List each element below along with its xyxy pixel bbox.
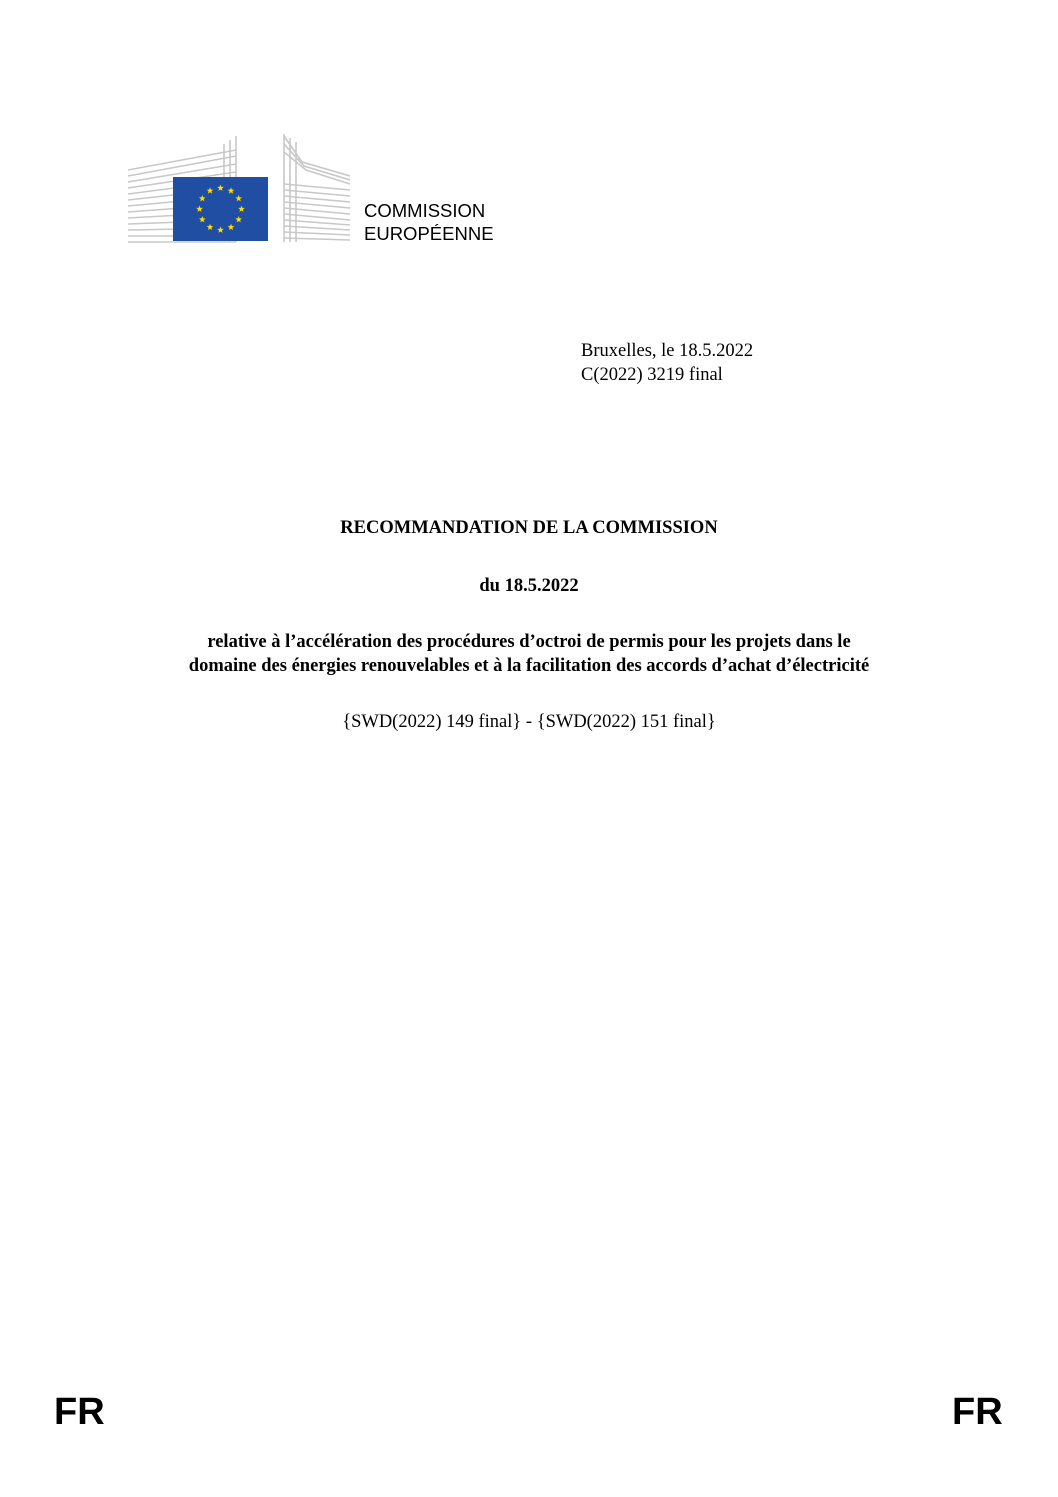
document-type-title: RECOMMANDATION DE LA COMMISSION bbox=[340, 518, 718, 538]
subject-line1: relative à l’accélération des procédures d’octroi de permis pour les projets dans le bbox=[207, 632, 851, 652]
document-date: du 18.5.2022 bbox=[479, 576, 579, 596]
subject-line2: domaine des énergies renouvelables et à la facilitation des accords d’achat d’électricité bbox=[188, 656, 870, 676]
org-name-line1: COMMISSION bbox=[364, 200, 486, 221]
language-code-left: FR bbox=[54, 1391, 105, 1433]
related-documents: {SWD(2022) 149 final} - {SWD(2022) 151 final} bbox=[342, 712, 716, 732]
document-number: C(2022) 3219 final bbox=[581, 365, 723, 385]
european-commission-logo bbox=[126, 132, 350, 244]
organization-name bbox=[364, 199, 494, 245]
building-lines-right bbox=[284, 134, 350, 242]
place-date: Bruxelles, le 18.5.2022 bbox=[581, 341, 754, 361]
org-name-line2: EUROPÉENNE bbox=[364, 223, 494, 244]
language-code-right: FR bbox=[952, 1391, 1003, 1433]
document-subject bbox=[0, 630, 1058, 678]
reference-block bbox=[581, 339, 753, 387]
